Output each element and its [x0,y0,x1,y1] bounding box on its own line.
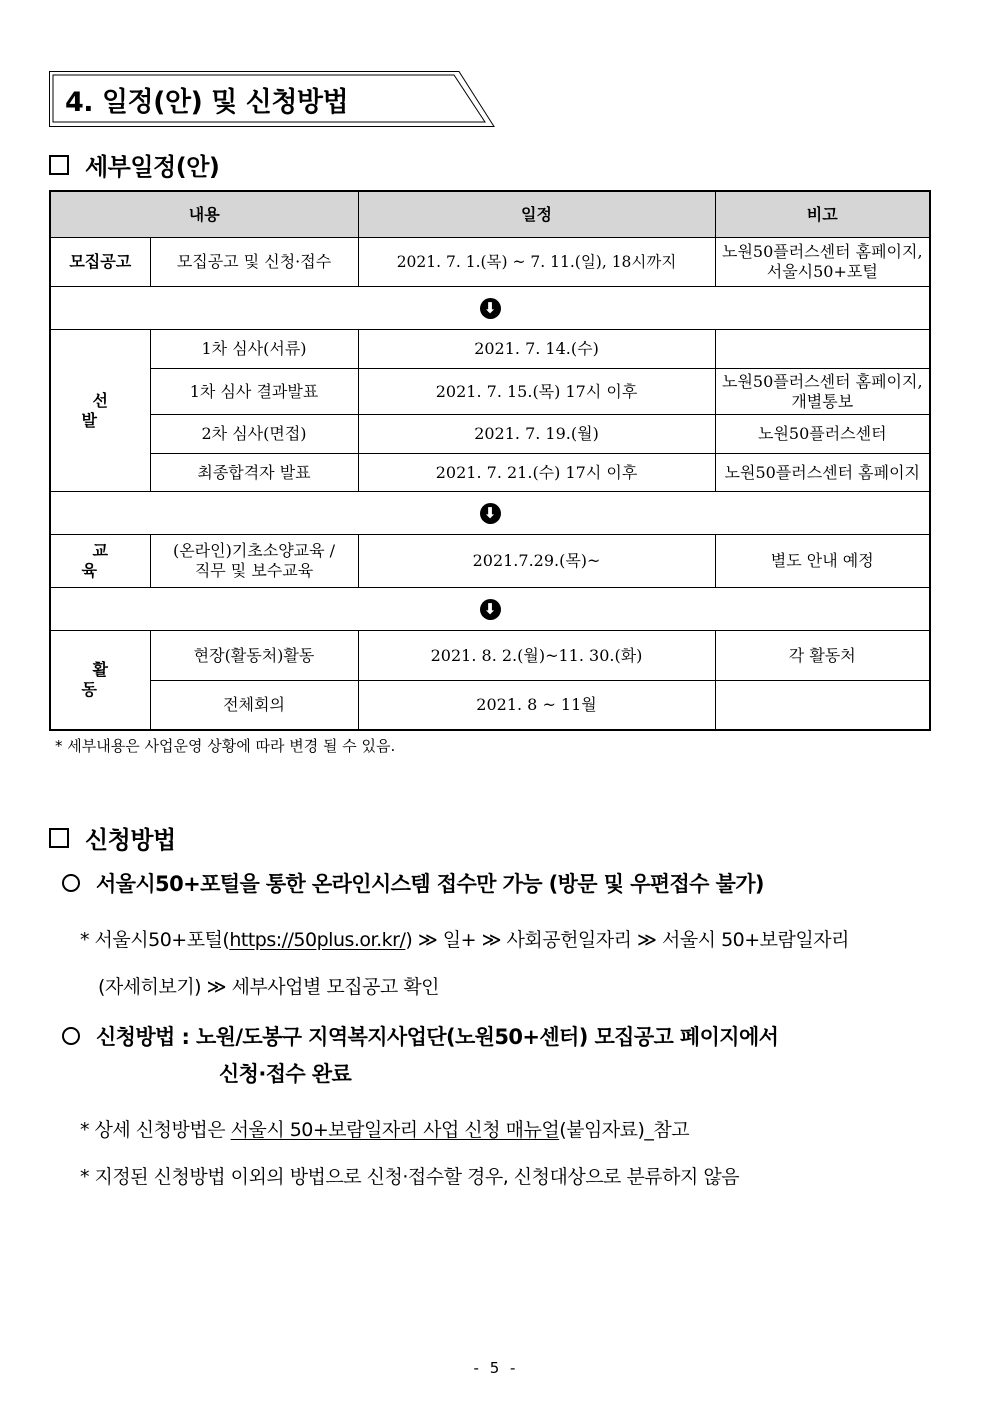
section-header [49,71,495,127]
row-note [715,238,930,287]
apply-bullet-2-line2: 신청·접수 완료 [219,1062,352,1086]
note-line: 노원50플러스센터 홈페이지, [721,371,923,391]
apply-bullet-2 [62,1021,778,1051]
page-number: - 5 - [473,1359,519,1377]
bullet-text: 서울시50+포털을 통한 온라인시스템 접수만 가능 (방문 및 우편접수 불가) [96,872,764,896]
schedule-table [49,190,931,731]
apply-heading [49,820,176,855]
row-note: 별도 안내 예정 [715,535,930,588]
note-line: 서울시50+포털 [766,262,878,281]
row-item: 2차 심사(면접) [150,415,358,454]
circle-bullet-icon [62,1027,80,1045]
section-title: 4. 일정(안) 및 신청방법 [65,87,349,118]
header-note: 비고 [715,191,930,238]
table-row [50,454,930,492]
row-date: 2021. 7. 14.(수) [358,330,715,369]
table-row [50,631,930,681]
row-note [715,330,930,369]
portal-link[interactable]: https://50plus.or.kr/ [229,929,406,951]
row-item: 현장(활동처)활동 [150,631,358,681]
category-selection: 선발 [50,330,150,492]
row-item: 1차 심사(서류) [150,330,358,369]
arrow-row [50,492,930,535]
down-arrow-icon: ⬇ [480,599,501,620]
arrow-row [50,588,930,631]
apply-note-2: * 상세 신청방법은 서울시 50+보람일자리 사업 신청 매뉴얼(붙임자료)_참고 [80,1119,690,1141]
row-note: 노원50플러스센터 홈페이지 [715,454,930,492]
category-recruit: 모집공고 [50,238,150,287]
arrow-row [50,287,930,330]
square-icon [49,828,69,848]
row-note: 노원50플러스센터 [715,415,930,454]
row-date: 2021. 8. 2.(월)~11. 30.(화) [358,631,715,681]
table-row [50,330,930,369]
row-item: 모집공고 및 신청·접수 [150,238,358,287]
schedule-heading-text: 세부일정(안) [85,153,220,181]
table-row [50,535,930,588]
item-line: (온라인)기초소양교육 / [172,541,336,560]
apply-note-1-line2: (자세히보기) ≫ 세부사업별 모집공고 확인 [98,976,440,998]
row-date: 2021. 7. 1.(목) ~ 7. 11.(일), 18시까지 [358,238,715,287]
row-note [715,369,930,415]
table-row [50,415,930,454]
row-date: 2021.7.29.(목)~ [358,535,715,588]
note-line: 개별통보 [791,391,854,411]
bullet-text: 신청방법 : 노원/도봉구 지역복지사업단(노원50+센터) 모집공고 페이지에서 [96,1025,779,1049]
header-content: 내용 [50,191,358,238]
schedule-heading [49,147,219,182]
apply-note-3: * 지정된 신청방법 이외의 방법으로 신청·접수할 경우, 신청대상으로 분류하지 않음 [80,1166,740,1188]
down-arrow-icon: ⬇ [480,298,501,319]
item-line: 직무 및 보수교육 [194,561,314,580]
row-date: 2021. 7. 19.(월) [358,415,715,454]
category-activity: 활동 [50,631,150,730]
row-note [715,681,930,730]
table-header-row [50,191,930,238]
row-date: 2021. 7. 15.(목) 17시 이후 [358,369,715,415]
down-arrow-icon: ⬇ [480,503,501,524]
manual-reference: 서울시 50+보람일자리 사업 신청 매뉴얼 [230,1119,560,1141]
table-row [50,681,930,730]
apply-note-1: * 서울시50+포털(https://50plus.or.kr/) ≫ 일+ ≫ 사회공헌일자리 ≫ 서울시 50+보람일자리 [80,929,849,951]
row-item: 최종합격자 발표 [150,454,358,492]
category-education: 교육 [50,535,150,588]
apply-bullet-1 [62,868,764,898]
apply-heading-text: 신청방법 [85,826,176,854]
note-line: 노원50플러스센터 홈페이지, [721,242,923,261]
row-item: 전체회의 [150,681,358,730]
row-date: 2021. 8 ~ 11월 [358,681,715,730]
table-row [50,369,930,415]
table-row [50,238,930,287]
header-date: 일정 [358,191,715,238]
row-item [150,535,358,588]
circle-bullet-icon [62,874,80,892]
square-icon [49,155,69,175]
row-date: 2021. 7. 21.(수) 17시 이후 [358,454,715,492]
row-note: 각 활동처 [715,631,930,681]
schedule-footnote: * 세부내용은 사업운영 상황에 따라 변경 될 수 있음. [55,737,396,755]
row-item: 1차 심사 결과발표 [150,369,358,415]
